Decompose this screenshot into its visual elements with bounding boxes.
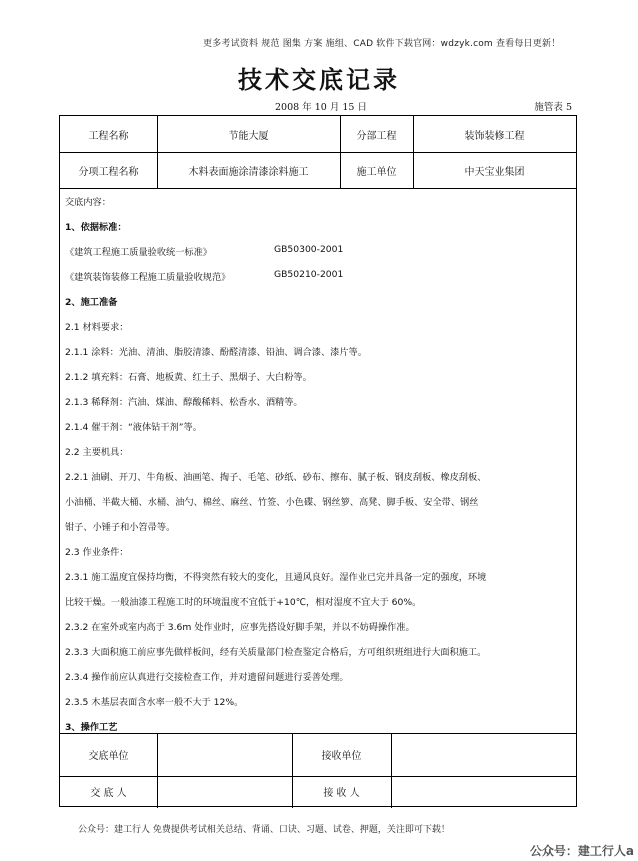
receiver-unit-label: 接收单位 bbox=[321, 751, 362, 762]
content-line: 2.3.2 在室外或室内高于 3.6m 处作业时，应事先搭设好脚手架，并以不妨碍操作准。 bbox=[65, 622, 415, 633]
receiver-person-label: 接 收 人 bbox=[323, 787, 360, 799]
content-line: 2.3.5 木基层表面含水率一般不大于 12%。 bbox=[65, 697, 244, 708]
contractor-label: 施工单位 bbox=[356, 166, 397, 178]
section-heading: 3、操作工艺 bbox=[65, 722, 118, 733]
subsection-heading: 2.3 作业条件： bbox=[65, 547, 129, 558]
content-intro: 交底内容： bbox=[65, 197, 111, 208]
subitem-value: 木料表面施涂清漆涂料施工 bbox=[188, 166, 309, 178]
record-table bbox=[59, 115, 577, 807]
content-line: 2.3.3 大面积施工前应事先做样板间，经有关质量部门检查鉴定合格后，方可组织班组进行大面积施工。 bbox=[65, 647, 487, 658]
handover-person-label: 交 底 人 bbox=[90, 787, 127, 799]
section-heading: 2、施工准备 bbox=[65, 297, 118, 308]
watermark: 公众号：建工行人a bbox=[529, 844, 634, 858]
content-line: 2.1.4 催干剂：“液体钻干剂”等。 bbox=[65, 422, 202, 433]
standard-item bbox=[65, 244, 570, 258]
content-line: 2.1.2 填充料：石膏、地板黄、红土子、黑烟子、大白粉等。 bbox=[65, 372, 312, 383]
page-title: 技术交底记录 bbox=[238, 66, 400, 94]
standard-name: 《建筑装饰装修工程施工质量验收规范》 bbox=[65, 272, 231, 283]
content-line: 2.3.1 施工温度宜保持均衡，不得突然有较大的变化，且通风良好。湿作业已完并具备一定的强度，环境 bbox=[65, 572, 487, 583]
division-label: 分部工程 bbox=[356, 130, 397, 142]
section-heading: 1、依据标准： bbox=[65, 222, 127, 233]
subsection-heading: 2.2 主要机具： bbox=[65, 447, 129, 458]
standard-code: GB50210-2001 bbox=[274, 269, 344, 280]
content-line: 2.3.4 操作前应认真进行交接检查工作，并对遗留问题进行妥善处理。 bbox=[65, 672, 349, 683]
contractor-value: 中天宝业集团 bbox=[464, 166, 525, 178]
project-name-label: 工程名称 bbox=[88, 130, 129, 142]
project-name-value: 节能大厦 bbox=[228, 130, 269, 142]
content-line: 2.1.3 稀释剂：汽油、煤油、醇酸稀料、松香水、酒精等。 bbox=[65, 397, 303, 408]
handover-unit-label: 交底单位 bbox=[88, 751, 129, 762]
content-line: 钳子、小锤子和小笤帚等。 bbox=[65, 522, 176, 533]
content-line: 小油桶、半截大桶、水桶、油勺、棉丝、麻丝、竹签、小色碟、钢丝箩、高凳、脚手板、安全带、钢丝 bbox=[65, 497, 479, 508]
standard-code: GB50300-2001 bbox=[274, 244, 344, 255]
standard-name: 《建筑工程施工质量验收统一标准》 bbox=[65, 247, 212, 258]
content-line: 2.1.1 涂料：光油、清油、脂胶清漆、酚醛清漆、铅油、调合漆、漆片等。 bbox=[65, 347, 367, 358]
footer-note: 公众号：建工行人 免费提供考试相关总结、背诵、口诀、习题、试卷、押题，关注即可下载！ bbox=[78, 825, 450, 835]
division-value: 装饰装修工程 bbox=[464, 130, 525, 142]
content-line: 2.2.1 油刷、开刀、牛角板、油画笔、掏子、毛笔、砂纸、砂布、擦布、腻子板、钢皮刮板、橡皮刮板、 bbox=[65, 472, 487, 483]
standard-item bbox=[65, 269, 570, 283]
form-number: 施管表 5 bbox=[534, 102, 572, 113]
content-line: 比较干燥。一般油漆工程施工时的环境温度不宜低于+10℃，相对湿度不宜大于 60%。 bbox=[65, 597, 422, 608]
handover-unit-field[interactable] bbox=[157, 733, 292, 776]
header-note: 更多考试资料 规范 图集 方案 施组、CAD 软件下载官网：wdzyk.com 查看每日更新！ bbox=[203, 39, 561, 49]
subsection-heading: 2.1 材料要求： bbox=[65, 322, 129, 333]
handover-person-field[interactable] bbox=[157, 776, 292, 806]
row-divider bbox=[60, 188, 576, 189]
receiver-person-field[interactable] bbox=[391, 776, 576, 806]
subitem-label: 分项工程名称 bbox=[78, 166, 139, 178]
record-date: 2008 年 10 月 15 日 bbox=[275, 102, 367, 113]
receiver-unit-field[interactable] bbox=[391, 733, 576, 776]
